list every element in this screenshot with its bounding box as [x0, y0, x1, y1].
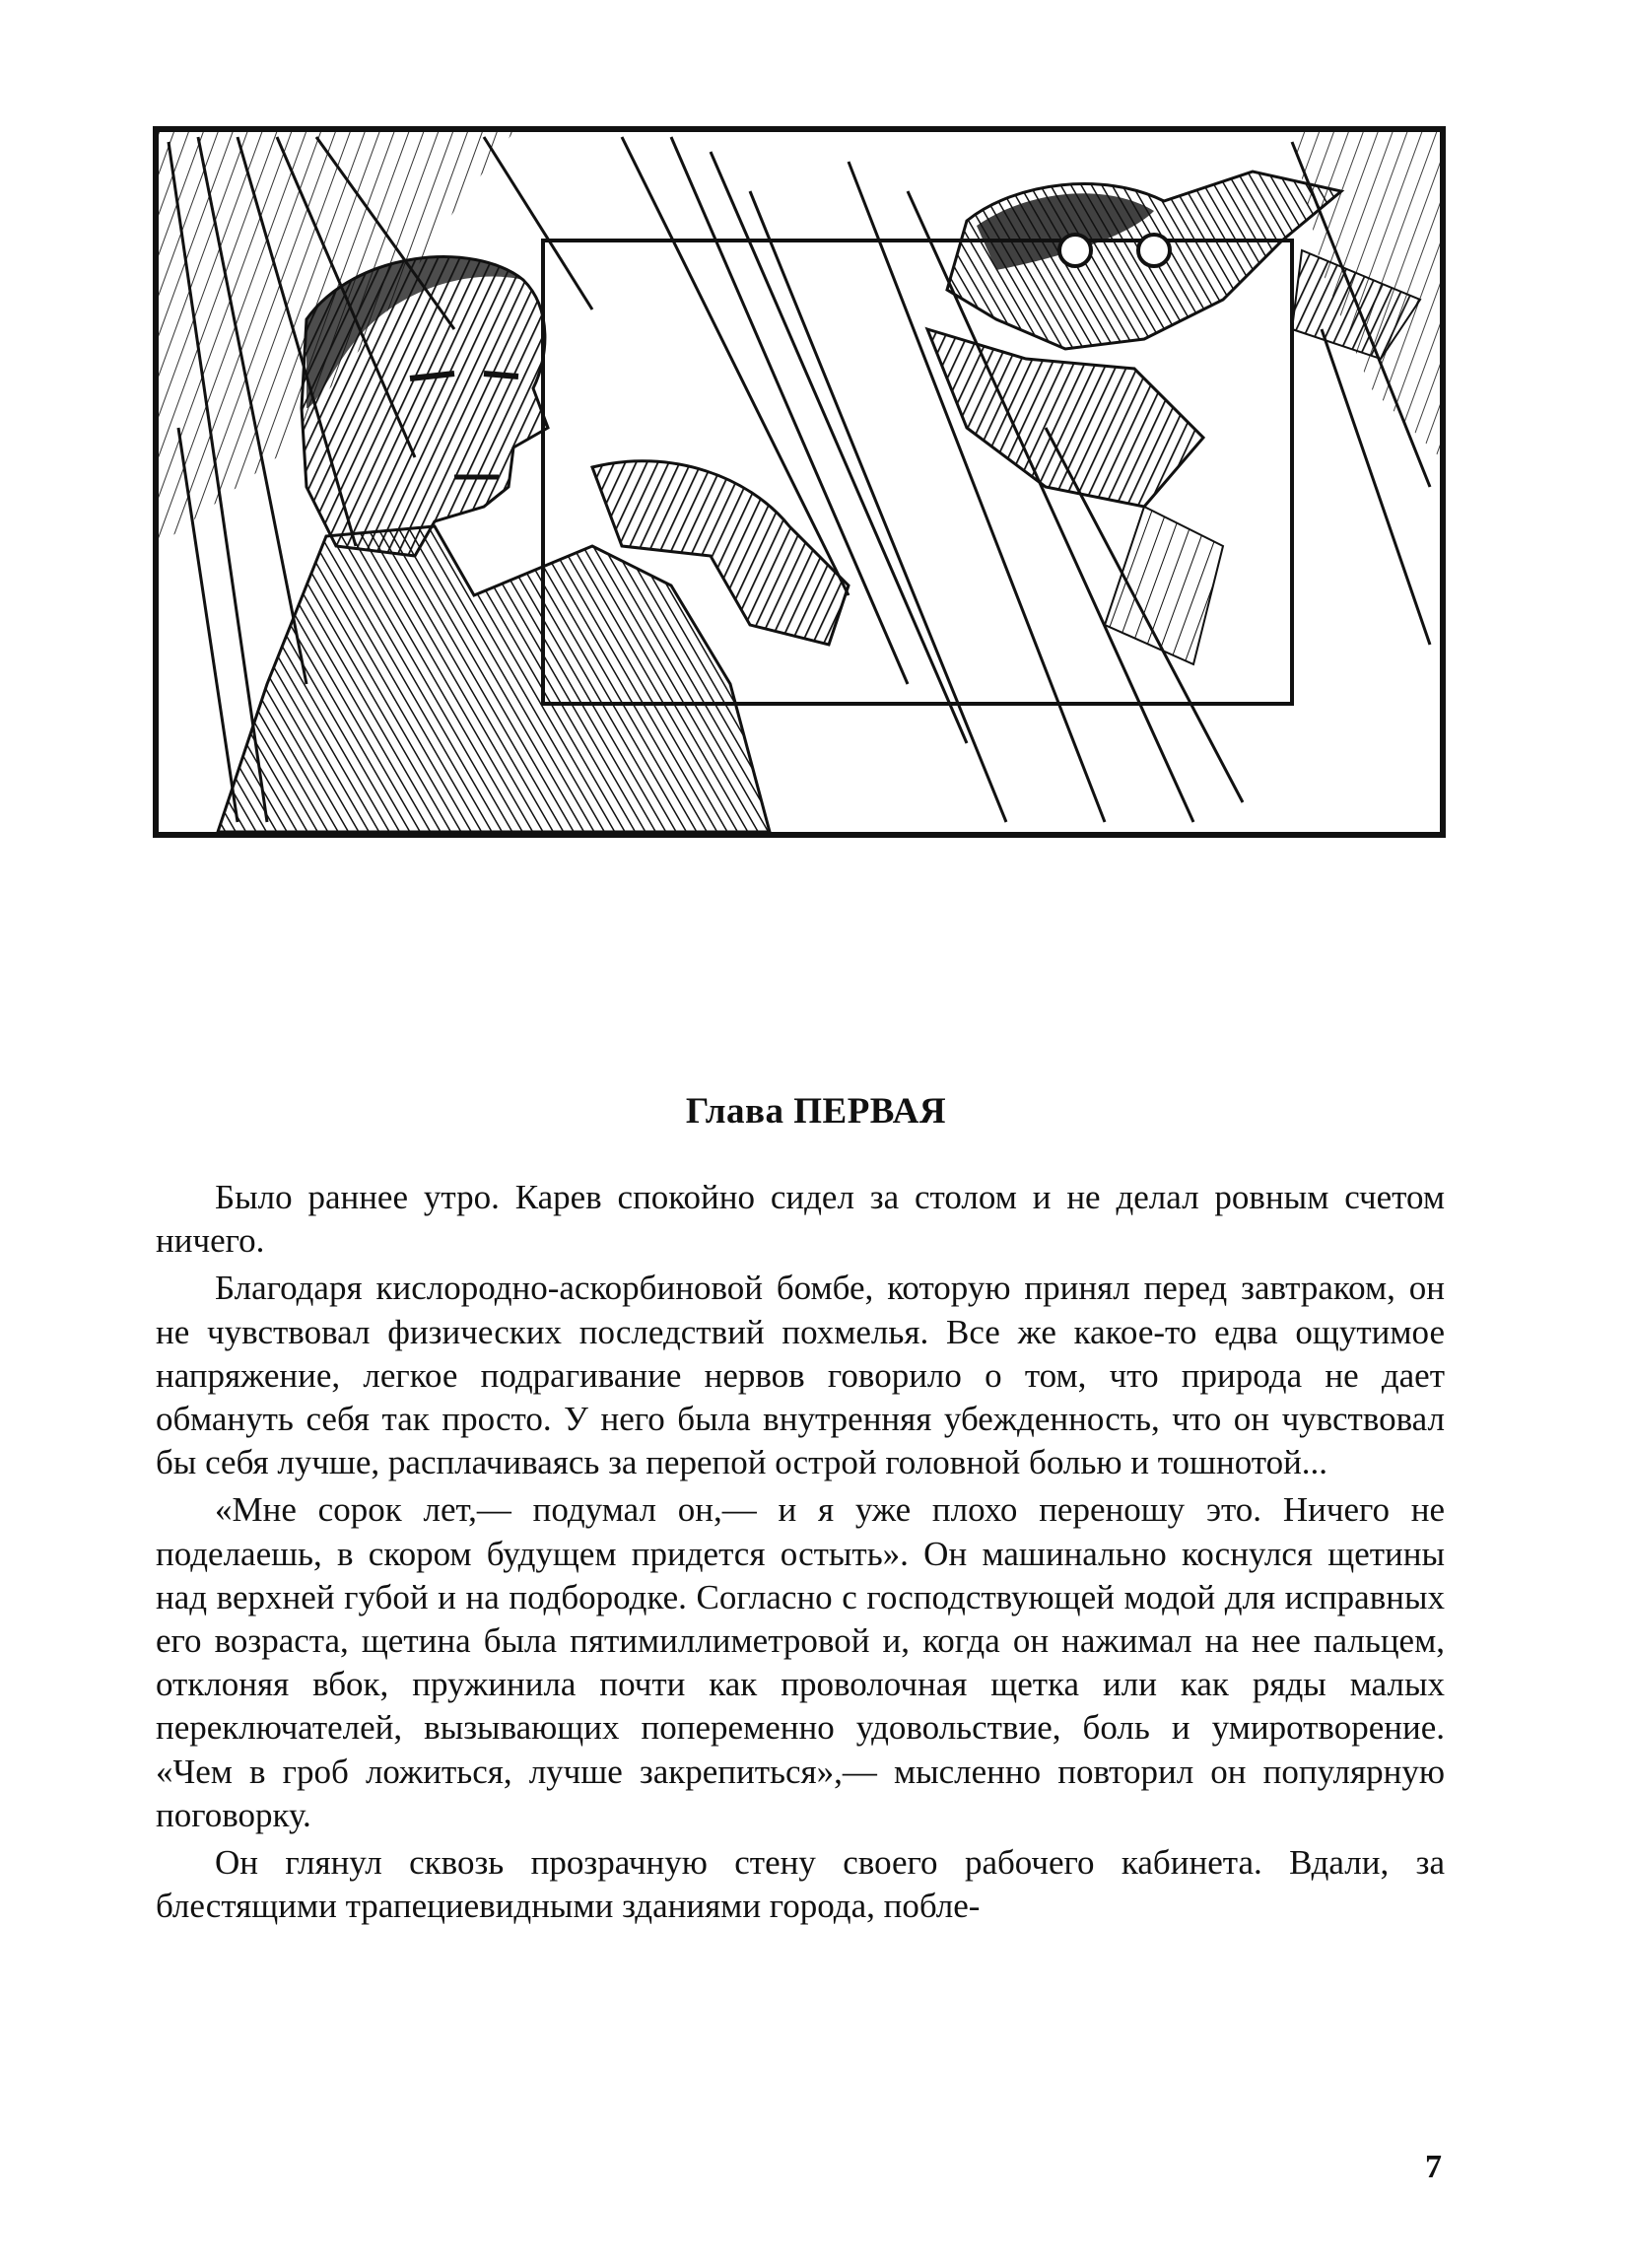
paragraph: Благодаря кислородно-аскорбиновой бомбе, которую принял перед завтраком, он не чувствовал физических последствий похмелья. Все же какое-то едва ощутимое напряжение, легкое подрагивание нервов говорило о том, что природа не дает обмануть себя так просто. У него была внутренняя убежденность, что он чувствовал бы себя лучше, расплачиваясь за перепой острой головной болью и тошнотой...	[156, 1269, 1445, 1482]
chapter-text	[156, 1176, 1445, 1928]
page-number: 7	[1425, 2149, 1442, 2185]
chapter-title: Глава ПЕРВАЯ	[685, 1091, 947, 1132]
paragraph: Было раннее утро. Карев спокойно сидел за столом и не делал ровным счетом ничего.	[156, 1178, 1445, 1261]
paragraph: Он глянул сквозь прозрачную стену своего рабочего кабинета. Вдали, за блестящими трапециевидными зданиями города, побле-	[156, 1843, 1445, 1926]
hatched-drawing	[159, 132, 1440, 832]
chapter-illustration	[153, 126, 1446, 838]
paragraph: «Мне сорок лет,— подумал он,— и я уже плохо переношу это. Ничего не поделаешь, в скором будущем придется остыть». Он машинально коснулся щетины над верхней губой и на подбородке. Согласно с господствующей модой для исправных его возраста, щетина была пятимиллиметровой и, когда он нажимал на нее пальцем, отклоняя вбок, пружинила почти как проволочная щетка или как ряды малых переключателей, вызывающих попеременно удовольствие, боль и умиротворение. «Чем в гроб ложиться, лучше закрепиться»,— мысленно повторил он популярную поговорку.	[156, 1490, 1445, 1834]
